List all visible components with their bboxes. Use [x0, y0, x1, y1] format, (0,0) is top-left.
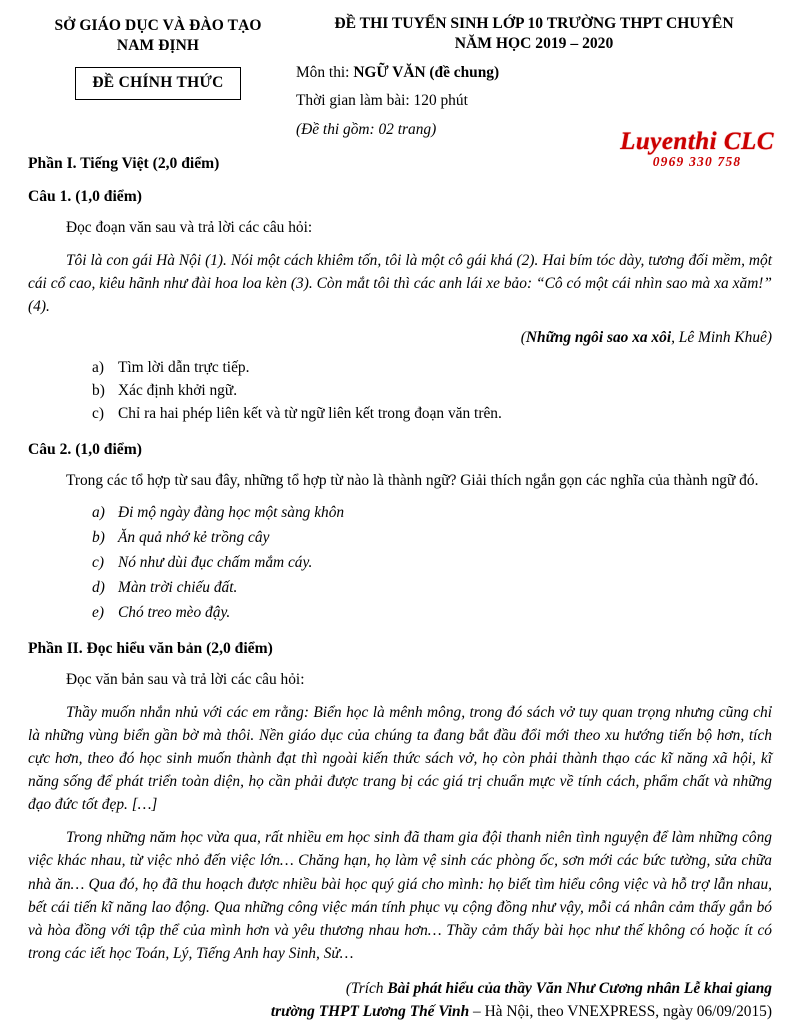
watermark-brand: Luyenthi CLC — [620, 128, 774, 155]
list-item — [92, 356, 772, 379]
document-header — [0, 0, 800, 141]
question-1-source: (Những ngôi sao xa xôi, Lê Minh Khuê) — [520, 328, 772, 346]
source-author: , Lê Minh Khuê) — [671, 328, 772, 346]
department-line-2: NAM ĐỊNH — [116, 36, 200, 54]
list-item — [92, 551, 772, 576]
list-item — [92, 402, 772, 425]
issuing-authority-block — [28, 14, 288, 100]
item-text: Đi mộ ngày đàng học một sàng khôn — [118, 503, 345, 521]
item-label: a) — [92, 503, 105, 521]
list-item — [92, 576, 772, 601]
question-2-heading: Câu 2. (1,0 điểm) — [28, 440, 142, 458]
question-2-subitems — [28, 501, 772, 626]
item-label: c) — [92, 405, 104, 423]
subject-value: NGỮ VĂN (đề chung) — [353, 63, 500, 81]
department-line-1: SỞ GIÁO DỤC VÀ ĐÀO TẠO — [54, 17, 262, 34]
citation-school: trường THPT Lương Thế Vinh — [270, 1003, 470, 1021]
exam-title-line-1: ĐỀ THI TUYỂN SINH LỚP 10 TRƯỜNG THPT CHUYÊN — [334, 15, 734, 32]
item-text: Chỉ ra hai phép liên kết và từ ngữ liên kết trong đoạn văn trên. — [118, 405, 502, 423]
question-1-subitems — [28, 356, 772, 426]
duration-line: Thời gian làm bài: 120 phút — [296, 92, 468, 110]
question-1-heading: Câu 1. (1,0 điểm) — [28, 188, 142, 206]
citation-line-2 — [28, 1000, 772, 1023]
item-text: Tìm lời dẫn trực tiếp. — [118, 358, 250, 376]
official-exam-badge: ĐỀ CHÍNH THỨC — [75, 67, 240, 100]
item-label: d) — [92, 578, 105, 596]
part-1-heading: Phần I. Tiếng Việt (2,0 điểm) — [28, 155, 220, 173]
list-item — [92, 601, 772, 626]
item-text: Xác định khởi ngữ. — [118, 382, 238, 399]
question-1-instruction: Đọc đoạn văn sau và trả lời các câu hỏi: — [66, 219, 313, 237]
part-2-heading: Phần II. Đọc hiểu văn bản (2,0 điểm) — [28, 639, 273, 657]
watermark — [620, 128, 774, 170]
part-2-paragraph-1: Thầy muốn nhắn nhủ với các em rằng: Biển học là mênh mông, trong đó sách vở tuy quan trọng nhưng cũng chỉ là những vùng biển gần bờ mà thôi. Nền giáo dục của chúng ta đang bắt đầu đổi mới theo xu hướng tiến bộ hơn, tích cực hơn, theo đó học sinh muốn thành đạt thì ngoài kiến thức sách vở, họ còn phải thành thạo các kĩ năng xã hội, kĩ năng sống để phát triển toàn diện, họ cần phải được trang bị các giá trị chuẩn mực về tính cách, phẩm chất và những đạo đức tốt đẹp. […] — [28, 703, 772, 814]
item-label: e) — [92, 603, 104, 621]
item-text: Nó như dùi đục chấm mắm cáy. — [118, 553, 313, 571]
exam-title-line-2: NĂM HỌC 2019 – 2020 — [454, 35, 614, 53]
citation-prefix: (Trích — [345, 980, 388, 997]
list-item — [92, 501, 772, 526]
item-label: b) — [92, 382, 105, 399]
question-2-prompt: Trong các tổ hợp từ sau đây, những tổ hợp từ nào là thành ngữ? Giải thích ngắn gọn các nghĩa của thành ngữ đó. — [66, 471, 759, 489]
list-item — [92, 526, 772, 551]
page-count-line: (Đề thi gồm: 02 trang) — [296, 121, 437, 139]
watermark-phone: 0969 330 758 — [652, 154, 742, 169]
exam-title-block — [288, 14, 772, 141]
item-label: a) — [92, 358, 104, 376]
question-1-passage: Tôi là con gái Hà Nội (1). Nói một cách khiêm tốn, tôi là một cô gái khá (2). Hai bím tóc dày, tương đối mềm, một cái cổ cao, kiêu hãnh như đài hoa loa kèn (3). Còn mắt tôi thì các anh lái xe bảo: “Cô có một cái nhìn sao mà xa xăm!” (4). — [28, 252, 772, 316]
list-item — [92, 379, 772, 402]
item-text: Ăn quả nhớ kẻ trồng cây — [118, 528, 270, 546]
item-text: Màn trời chiếu đất. — [118, 578, 238, 596]
part-2-paragraph-2: Trong những năm học vừa qua, rất nhiều em học sinh đã tham gia đội thanh niên tình nguyện để làm những công việc khác nhau, từ việc nhỏ đến việc lớn… Chăng hạn, họ làm vệ sinh các phòng ốc, sơn mới các bức tường, sửa chữa nhà ăn… Qua đó, họ đã thu hoạch được nhiều bài học quý giá cho mình: họ biết tìm hiểu công việc và hỗ trợ lẫn nhau, bết cái tiến kĩ năng lao động. Qua những công việc mán tính phục vụ cộng đồng như vậy, mỗi cá nhân cảm thấy gắn bó và hòa đồng với tập thể của mình hơn và yêu thương nhau hơn… Thầy cảm thấy bài học như thế không có hoặc ít có trong các iết học Toán, Lý, Tiếng Anh hay Sinh, Sử… — [28, 829, 772, 962]
subject-label: Môn thi: — [296, 63, 350, 81]
part-2-citation — [28, 977, 772, 1023]
item-label: c) — [92, 553, 104, 571]
citation-line-1 — [28, 977, 772, 1000]
citation-title: Bài phát hiểu của thầy Văn Như Cương nhân Lễ khai giang — [387, 980, 772, 997]
item-label: b) — [92, 528, 105, 546]
subject-line — [296, 62, 772, 84]
document-body — [0, 155, 800, 1023]
citation-rest: – Hà Nội, theo VNEXPRESS, ngày 06/09/2015) — [469, 1003, 772, 1021]
source-title: Những ngôi sao xa xôi — [525, 328, 672, 346]
part-2-instruction: Đọc văn bản sau và trả lời các câu hỏi: — [66, 670, 305, 688]
item-text: Chó treo mèo đậy. — [118, 603, 231, 621]
